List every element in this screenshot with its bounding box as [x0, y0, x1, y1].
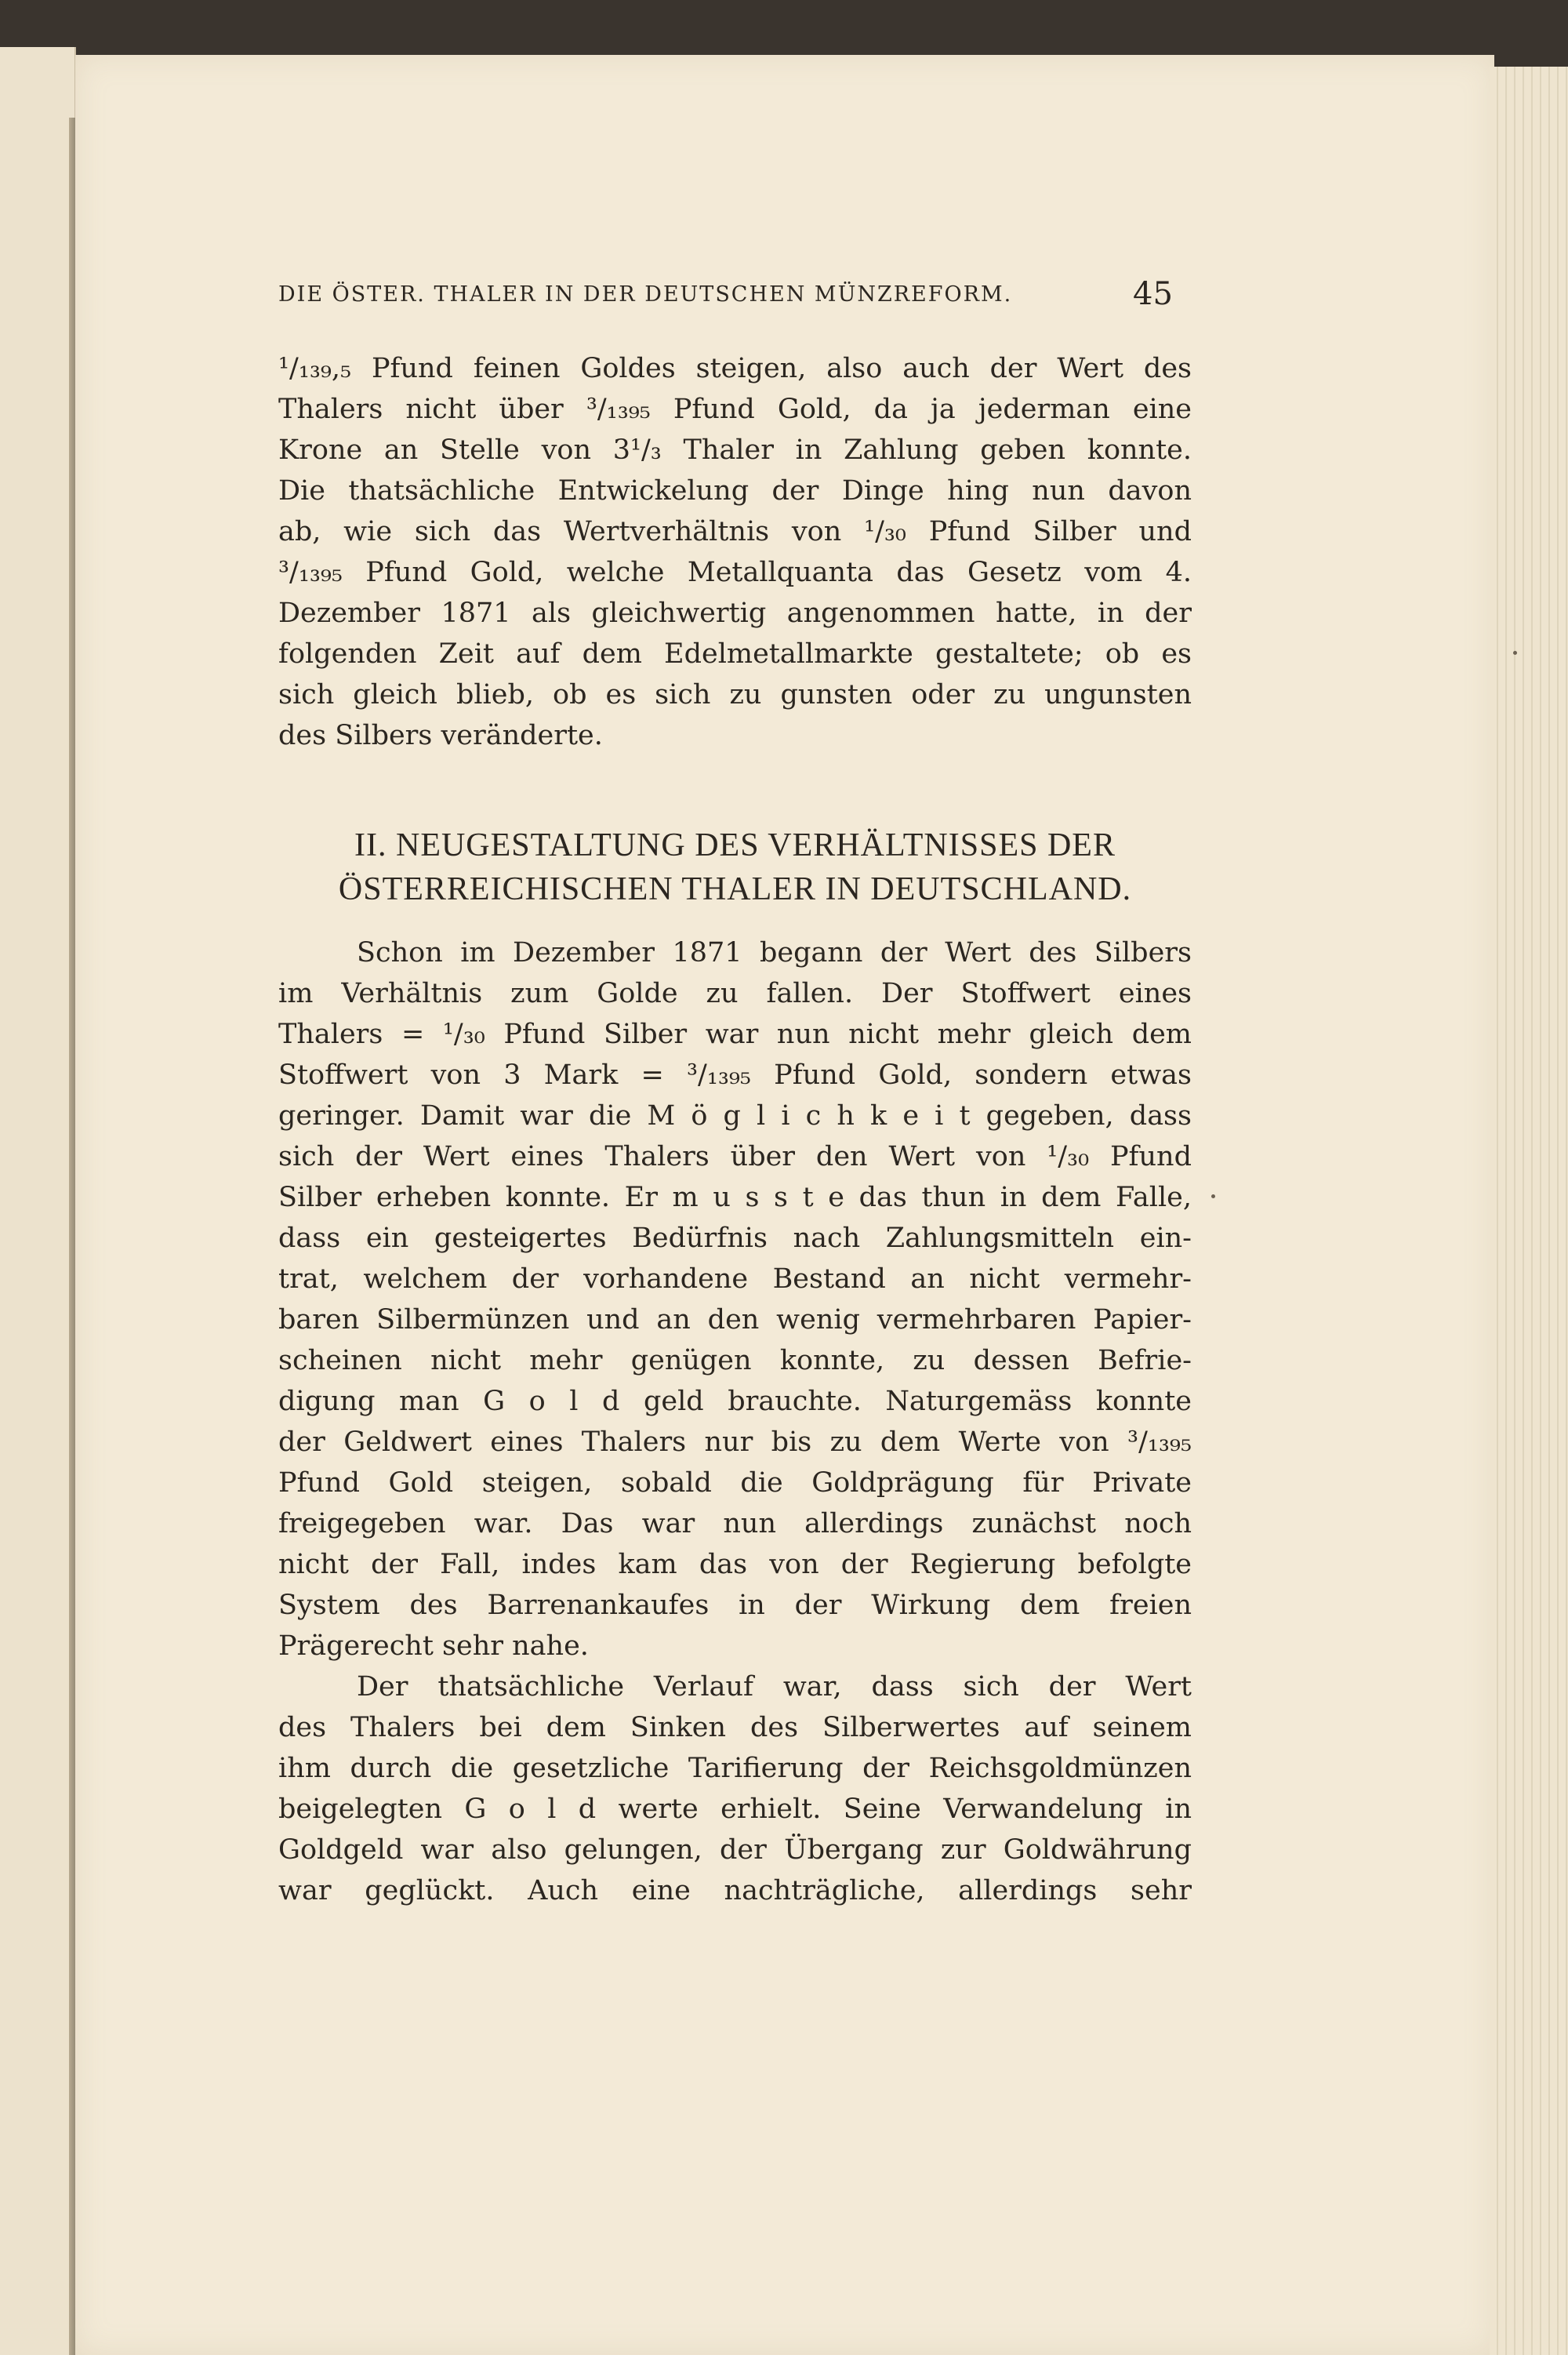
body-line: ab, wie sich das Wertverhältnis von ¹/₃₀ Pfund Silber und: [278, 516, 1192, 547]
body-line: nicht der Fall, indes kam das von der Regierung befolgte: [278, 1549, 1192, 1580]
body-line: des Thalers bei dem Sinken des Silberwertes auf seinem: [278, 1712, 1192, 1743]
section-heading: II. NEUGESTALTUNG DES VERHÄLTNISSES DER: [354, 827, 1116, 863]
body-line: Schon im Dezember 1871 begann der Wert des Silbers: [357, 937, 1192, 969]
body-line: im Verhältnis zum Golde zu fallen. Der Stoffwert eines: [278, 978, 1192, 1009]
body-line: Die thatsächliche Entwickelung der Dinge hing nun davon: [278, 475, 1192, 507]
body-line: Dezember 1871 als gleichwertig angenommen hatte, in der: [278, 598, 1192, 629]
body-line: ¹/₁₃₉,₅ Pfund feinen Goldes steigen, also auch der Wert des: [278, 353, 1192, 384]
body-line: ihm durch die gesetzliche Tarifierung der Reichsgoldmünzen: [278, 1753, 1192, 1784]
body-line: Stoffwert von 3 Mark = ³/₁₃₉₅ Pfund Gold, sondern etwas: [278, 1059, 1192, 1091]
body-line: digung man G o l d geld brauchte. Naturgemäss konnte: [278, 1386, 1192, 1417]
body-line: ³/₁₃₉₅ Pfund Gold, welche Metallquanta das Gesetz vom 4.: [278, 557, 1192, 588]
body-line: Prägerecht sehr nahe.: [278, 1630, 589, 1662]
body-line: geringer. Damit war die M ö g l i c h k e i t gegeben, dass: [278, 1100, 1192, 1132]
body-line: sich gleich blieb, ob es sich zu gunsten oder zu ungunsten: [278, 679, 1192, 710]
body-line: beigelegten G o l d werte erhielt. Seine Verwandelung in: [278, 1794, 1192, 1825]
body-line: war geglückt. Auch eine nachträgliche, allerdings sehr: [278, 1875, 1192, 1906]
body-line: Thalers = ¹/₃₀ Pfund Silber war nun nicht mehr gleich dem: [278, 1019, 1192, 1050]
body-line: scheinen nicht mehr genügen konnte, zu dessen Befrie-: [278, 1345, 1192, 1376]
body-line: folgenden Zeit auf dem Edelmetallmarkte gestaltete; ob es: [278, 638, 1192, 670]
body-line: freigegeben war. Das war nun allerdings zunächst noch: [278, 1508, 1192, 1539]
body-line: Goldgeld war also gelungen, der Übergang zur Goldwährung: [278, 1834, 1192, 1866]
previous-page-edge: [0, 47, 76, 2355]
body-line: Krone an Stelle von 3¹/₃ Thaler in Zahlung geben konnte.: [278, 434, 1192, 466]
running-head: DIE ÖSTER. THALER IN DER DEUTSCHEN MÜNZREFORM.: [278, 282, 1013, 307]
ink-speck: [1211, 1194, 1215, 1198]
page-number: 45: [1133, 276, 1173, 312]
body-line: des Silbers veränderte.: [278, 720, 603, 751]
body-line: Thalers nicht über ³/₁₃₉₅ Pfund Gold, da ja jederman eine: [278, 394, 1192, 425]
body-line: der Geldwert eines Thalers nur bis zu dem Werte von ³/₁₃₉₅: [278, 1426, 1192, 1458]
body-line: Silber erheben konnte. Er m u s s t e das thun in dem Falle,: [278, 1182, 1192, 1213]
body-line: baren Silbermünzen und an den wenig vermehrbaren Papier-: [278, 1304, 1192, 1336]
body-line: dass ein gesteigertes Bedürfnis nach Zahlungsmitteln ein-: [278, 1223, 1192, 1254]
body-line: trat, welchem der vorhandene Bestand an nicht vermehr-: [278, 1263, 1192, 1295]
body-line: sich der Wert eines Thalers über den Wert von ¹/₃₀ Pfund: [278, 1141, 1192, 1172]
body-line: Der thatsächliche Verlauf war, dass sich der Wert: [357, 1671, 1192, 1703]
body-line: System des Barrenankaufes in der Wirkung dem freien: [278, 1590, 1192, 1621]
page-stack-edges: [1490, 67, 1568, 2355]
ink-speck: [1513, 651, 1517, 655]
section-heading: ÖSTERREICHISCHEN THALER IN DEUTSCHLAND.: [338, 871, 1132, 907]
body-line: Pfund Gold steigen, sobald die Goldprägung für Private: [278, 1467, 1192, 1499]
